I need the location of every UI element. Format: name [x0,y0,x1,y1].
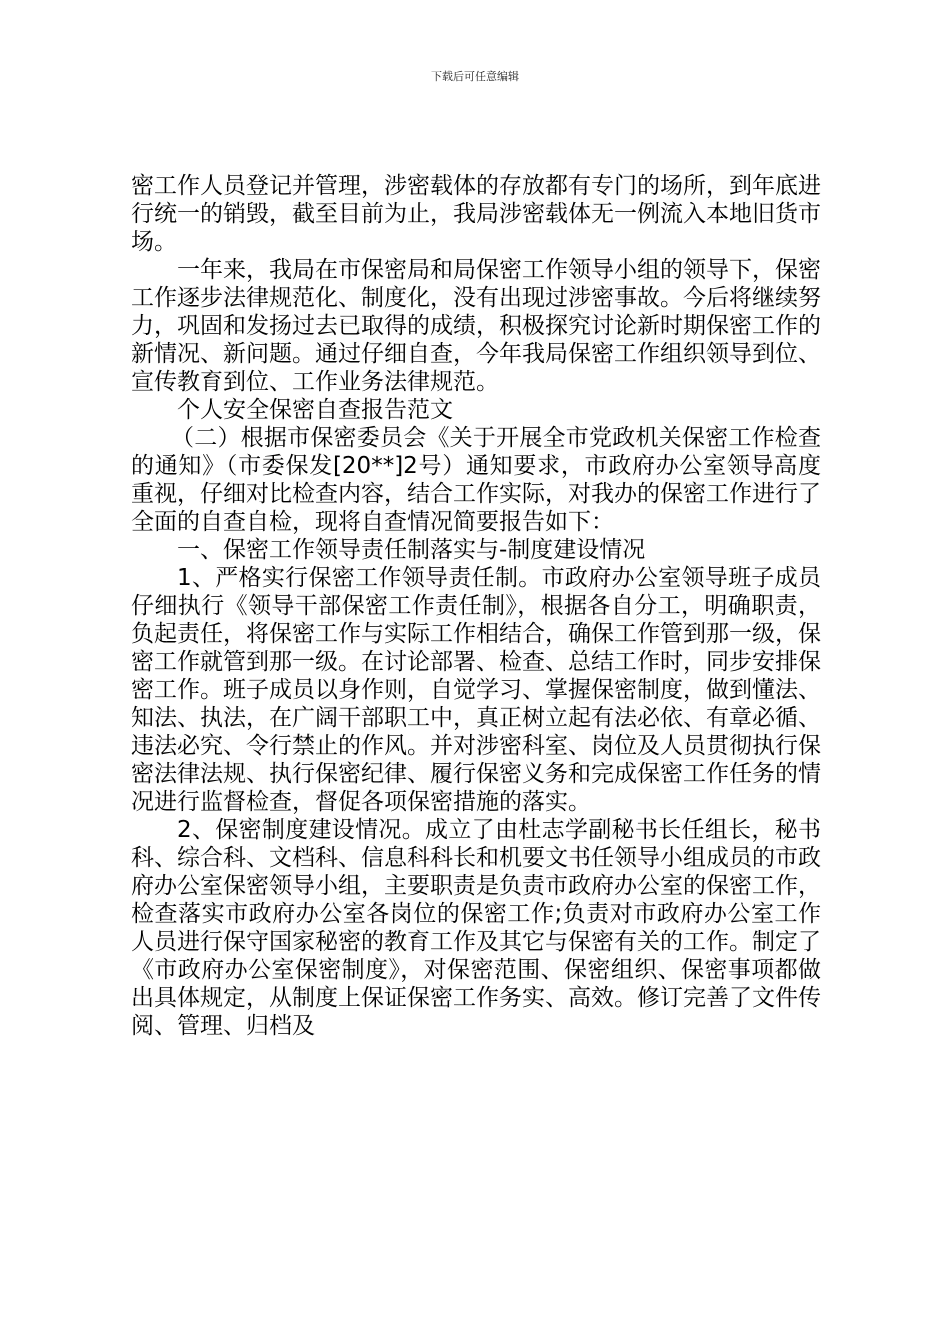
page-header-note: 下载后可任意编辑 [431,70,519,83]
section-heading: 一、保密工作领导责任制落实与-制度建设情况 [177,537,646,563]
document-body [131,172,821,1040]
section-title: 个人安全保密自查报告范文 [177,397,453,423]
paragraph-intro: （二）根据市保密委员会《关于开展全市党政机关保密工作检查的通知》（市委保发[20**]2号）通知要求，市政府办公室领导高度重视，仔细对比检查内容，结合工作实际，对我办的保密工作进行了全面的自查自检，现将自查情况简要报告如下： [131,425,821,535]
paragraph-summary: 一年来，我局在市保密局和局保密工作领导小组的领导下，保密工作逐步法律规范化、制度化，没有出现过涉密事故。今后将继续努力，巩固和发扬过去已取得的成绩，积极探究讨论新时期保密工作的新情况、新问题。通过仔细自查，今年我局保密工作组织领导到位、宣传教育到位、工作业务法律规范。 [131,257,821,395]
paragraph-item-1: 1、严格实行保密工作领导责任制。市政府办公室领导班子成员仔细执行《领导干部保密工作责任制》，根据各自分工，明确职责，负起责任，将保密工作与实际工作相结合，确保工作管到那一级，保密工作就管到那一级。在讨论部署、检查、总结工作时，同步安排保密工作。班子成员以身作则，自觉学习、掌握保密制度，做到懂法、知法、执法，在广阔干部职工中，真正树立起有法必依、有章必循、违法必究、令行禁止的作风。并对涉密科室、岗位及人员贯彻执行保密法律法规、执行保密纪律、履行保密义务和完成保密工作任务的情况进行监督检查，督促各项保密措施的落实。 [131,565,821,815]
paragraph-item-2: 2、保密制度建设情况。成立了由杜志学副秘书长任组长，秘书科、综合科、文档科、信息科科长和机要文书任领导小组成员的市政府办公室保密领导小组，主要职责是负责市政府办公室的保密工作，检查落实市政府办公室各岗位的保密工作;负责对市政府办公室工作人员进行保守国家秘密的教育工作及其它与保密有关的工作。制定了《市政府办公室保密制度》，对保密范围、保密组织、保密事项都做出具体规定，从制度上保证保密工作务实、高效。修订完善了文件传阅、管理、归档及 [131,817,821,1039]
paragraph-continuation: 密工作人员登记并管理，涉密载体的存放都有专门的场所，到年底进行统一的销毁，截至目前为止，我局涉密载体无一例流入本地旧货市场。 [131,173,821,255]
